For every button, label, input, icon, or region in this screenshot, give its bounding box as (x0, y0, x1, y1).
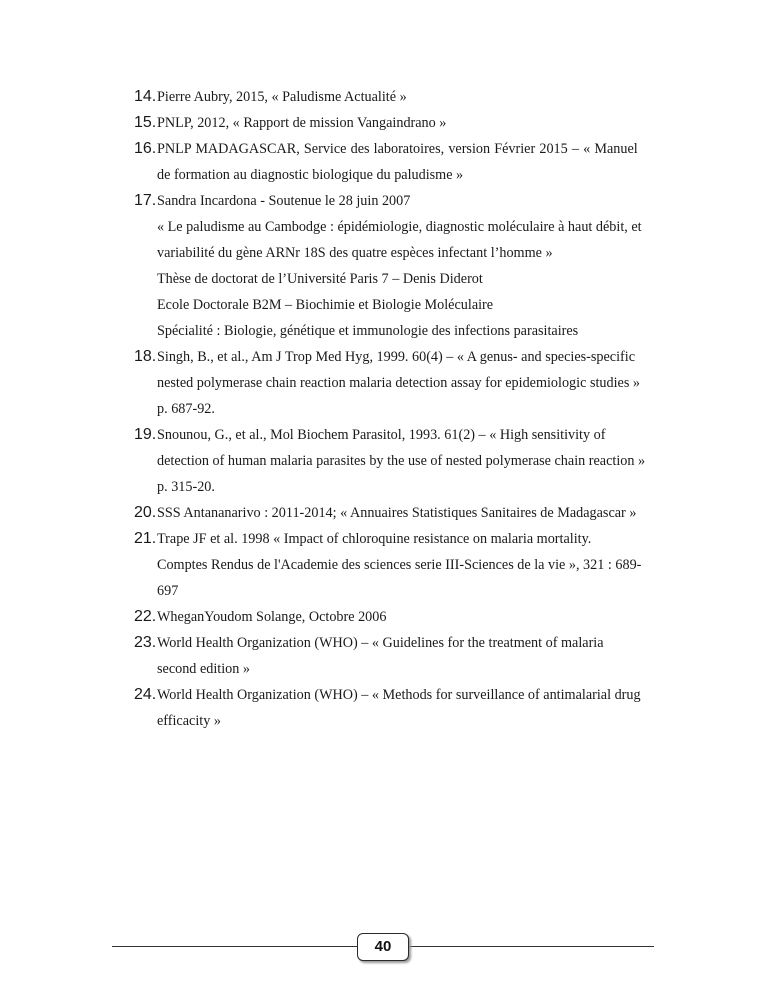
reference-item (134, 526, 679, 604)
reference-item (134, 84, 679, 110)
reference-line: PNLP MADAGASCAR, Service des laboratoires, version Février 2015 – « Manuel (157, 141, 638, 157)
reference-line: p. 315-20. (157, 479, 215, 495)
reference-line: Snounou, G., et al., Mol Biochem Parasitol, 1993. 61(2) – « High sensitivity of (157, 427, 606, 443)
reference-line: Trape JF et al. 1998 « Impact of chloroquine resistance on malaria mortality. (157, 531, 592, 547)
reference-number: 22. (134, 608, 157, 625)
reference-line: nested polymerase chain reaction malaria detection assay for epidemiologic studies » (157, 375, 640, 391)
reference-item (134, 110, 679, 136)
reference-line: second edition » (157, 661, 250, 677)
reference-number: 20. (134, 504, 157, 521)
reference-line: World Health Organization (WHO) – « Methods for surveillance of antimalarial drug (157, 687, 641, 703)
reference-line: Comptes Rendus de l'Academie des sciences serie III-Sciences de la vie », 321 : 689- (157, 557, 642, 573)
reference-line: 697 (157, 583, 179, 599)
reference-number: 16. (134, 140, 157, 157)
reference-line: Singh, B., et al., Am J Trop Med Hyg, 1999. 60(4) – « A genus- and species-specific (157, 349, 636, 365)
page-number: 40 (357, 933, 409, 961)
reference-line: variabilité du gène ARNr 18S des quatre espèces infectant l’homme » (157, 245, 553, 261)
footer-rule-left (112, 946, 358, 947)
reference-line: World Health Organization (WHO) – « Guidelines for the treatment of malaria (157, 635, 604, 651)
reference-list (134, 84, 679, 734)
reference-number: 23. (134, 634, 157, 651)
reference-line: Thèse de doctorat de l’Université Paris 7 – Denis Diderot (157, 271, 483, 287)
reference-line: Sandra Incardona - Soutenue le 28 juin 2007 (157, 193, 411, 209)
reference-item (134, 422, 679, 500)
reference-line: efficacity » (157, 713, 221, 729)
reference-item (134, 136, 679, 188)
reference-item (134, 188, 679, 344)
footer-rule-right (408, 946, 654, 947)
reference-number: 24. (134, 686, 157, 703)
reference-number: 17. (134, 192, 157, 209)
reference-item (134, 630, 679, 682)
reference-item (134, 604, 679, 630)
reference-line: « Le paludisme au Cambodge : épidémiologie, diagnostic moléculaire à haut débit, et (157, 219, 642, 235)
reference-number: 19. (134, 426, 157, 443)
reference-number: 14. (134, 88, 157, 105)
reference-line: detection of human malaria parasites by the use of nested polymerase chain reaction » (157, 453, 646, 469)
reference-line: Spécialité : Biologie, génétique et immunologie des infections parasitaires (157, 323, 579, 339)
reference-line: Ecole Doctorale B2M – Biochimie et Biologie Moléculaire (157, 297, 494, 313)
reference-number: 15. (134, 114, 157, 131)
reference-line: SSS Antananarivo : 2011-2014; « Annuaires Statistiques Sanitaires de Madagascar » (157, 505, 637, 521)
reference-line: Pierre Aubry, 2015, « Paludisme Actualité » (157, 89, 407, 105)
reference-number: 21. (134, 530, 157, 547)
reference-item (134, 500, 679, 526)
reference-line: WheganYoudom Solange, Octobre 2006 (157, 609, 387, 625)
reference-number: 18. (134, 348, 157, 365)
reference-item (134, 344, 679, 422)
reference-line: de formation au diagnostic biologique du paludisme » (157, 167, 464, 183)
reference-line: p. 687-92. (157, 401, 215, 417)
reference-line: PNLP, 2012, « Rapport de mission Vangaindrano » (157, 115, 447, 131)
reference-item (134, 682, 679, 734)
